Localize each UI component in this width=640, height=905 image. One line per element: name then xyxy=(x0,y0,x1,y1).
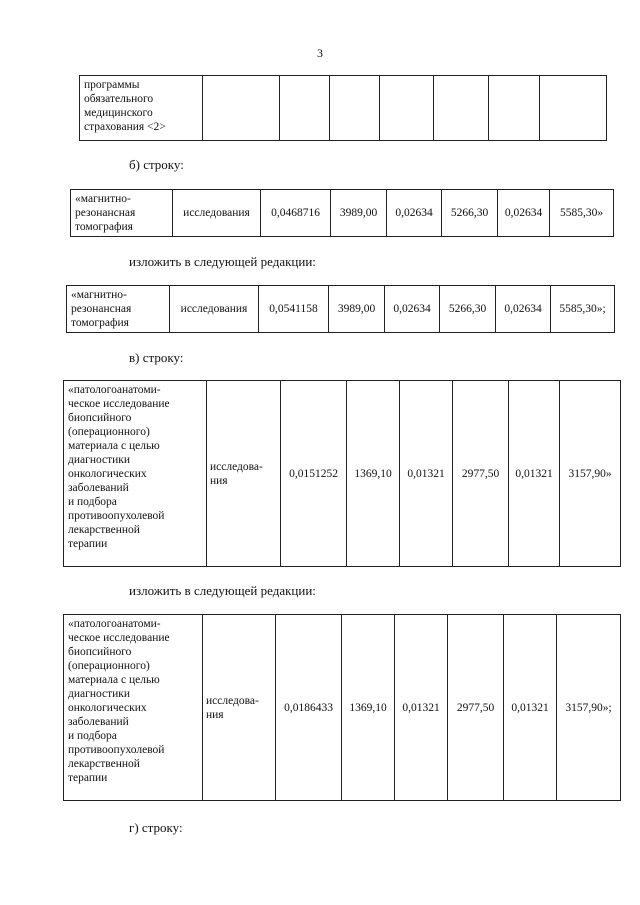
value-cell: 5266,30 xyxy=(440,286,496,333)
value-cell: 0,02634 xyxy=(496,286,551,333)
mri-old-table xyxy=(70,189,614,237)
unit-cell: исследования xyxy=(173,190,261,237)
paragraph-b: б) строку: xyxy=(129,157,184,172)
value-cell: 0,01321 xyxy=(509,381,560,567)
value-cell: 5585,30» xyxy=(550,190,614,237)
value-cell: 3157,90»; xyxy=(557,615,621,801)
value-cell: 0,01321 xyxy=(504,615,557,801)
row-label: «патологоанатоми- ческое исследование биопсийного (операционного) материала с целью диагностики онкологических заболеваний и подбора противоопухолевой лекарственной терапии xyxy=(64,381,207,567)
paragraph-replace-2: изложить в следующей редакции: xyxy=(129,583,316,598)
value-cell: 0,02634 xyxy=(498,190,550,237)
unit-cell: исследования xyxy=(170,286,259,333)
table-row xyxy=(80,76,607,141)
value-cell: 3989,00 xyxy=(331,190,387,237)
page-number: 3 xyxy=(317,46,323,60)
unit-cell: исследова- ния xyxy=(207,381,281,567)
row-label: «патологоанатоми- ческое исследование биопсийного (операционного) материала с целью диагностики онкологических заболеваний и подбора противоопухолевой лекарственной терапии xyxy=(64,615,203,801)
value-cell: 0,01321 xyxy=(395,615,448,801)
row-label: «магнитно- резонансная томография xyxy=(67,286,170,333)
value-cell: 3989,00 xyxy=(329,286,385,333)
unit-cell: исследова- ния xyxy=(203,615,276,801)
table-cell xyxy=(540,76,607,141)
value-cell: 1369,10 xyxy=(347,381,400,567)
table-cell xyxy=(203,76,280,141)
value-cell: 0,0468716 xyxy=(261,190,331,237)
value-cell: 5266,30 xyxy=(442,190,498,237)
value-cell: 0,0186433 xyxy=(276,615,342,801)
value-cell: 0,0541158 xyxy=(259,286,329,333)
value-cell: 0,01321 xyxy=(400,381,453,567)
patho-new-table xyxy=(63,614,621,801)
value-cell: 5585,30»; xyxy=(551,286,615,333)
table-row xyxy=(64,615,621,801)
value-cell: 2977,50 xyxy=(453,381,509,567)
mri-new-table xyxy=(66,285,615,333)
table-cell xyxy=(434,76,489,141)
value-cell: 2977,50 xyxy=(448,615,504,801)
table-cell xyxy=(489,76,540,141)
value-cell: 0,02634 xyxy=(385,286,440,333)
value-cell: 1369,10 xyxy=(342,615,395,801)
paragraph-replace-1: изложить в следующей редакции: xyxy=(129,254,316,269)
table-cell xyxy=(380,76,434,141)
row-label: «магнитно- резонансная томография xyxy=(71,190,173,237)
row-label: программы обязательного медицинского страхования <2> xyxy=(80,76,203,141)
table-row xyxy=(71,190,614,237)
table-row xyxy=(64,381,621,567)
continuation-table xyxy=(79,75,607,141)
table-row xyxy=(67,286,615,333)
paragraph-v: в) строку: xyxy=(129,350,184,365)
table-cell xyxy=(280,76,330,141)
table-cell xyxy=(330,76,380,141)
value-cell: 0,0151252 xyxy=(281,381,347,567)
patho-old-table xyxy=(63,380,621,567)
paragraph-g: г) строку: xyxy=(129,820,183,835)
value-cell: 0,02634 xyxy=(387,190,442,237)
value-cell: 3157,90» xyxy=(560,381,621,567)
